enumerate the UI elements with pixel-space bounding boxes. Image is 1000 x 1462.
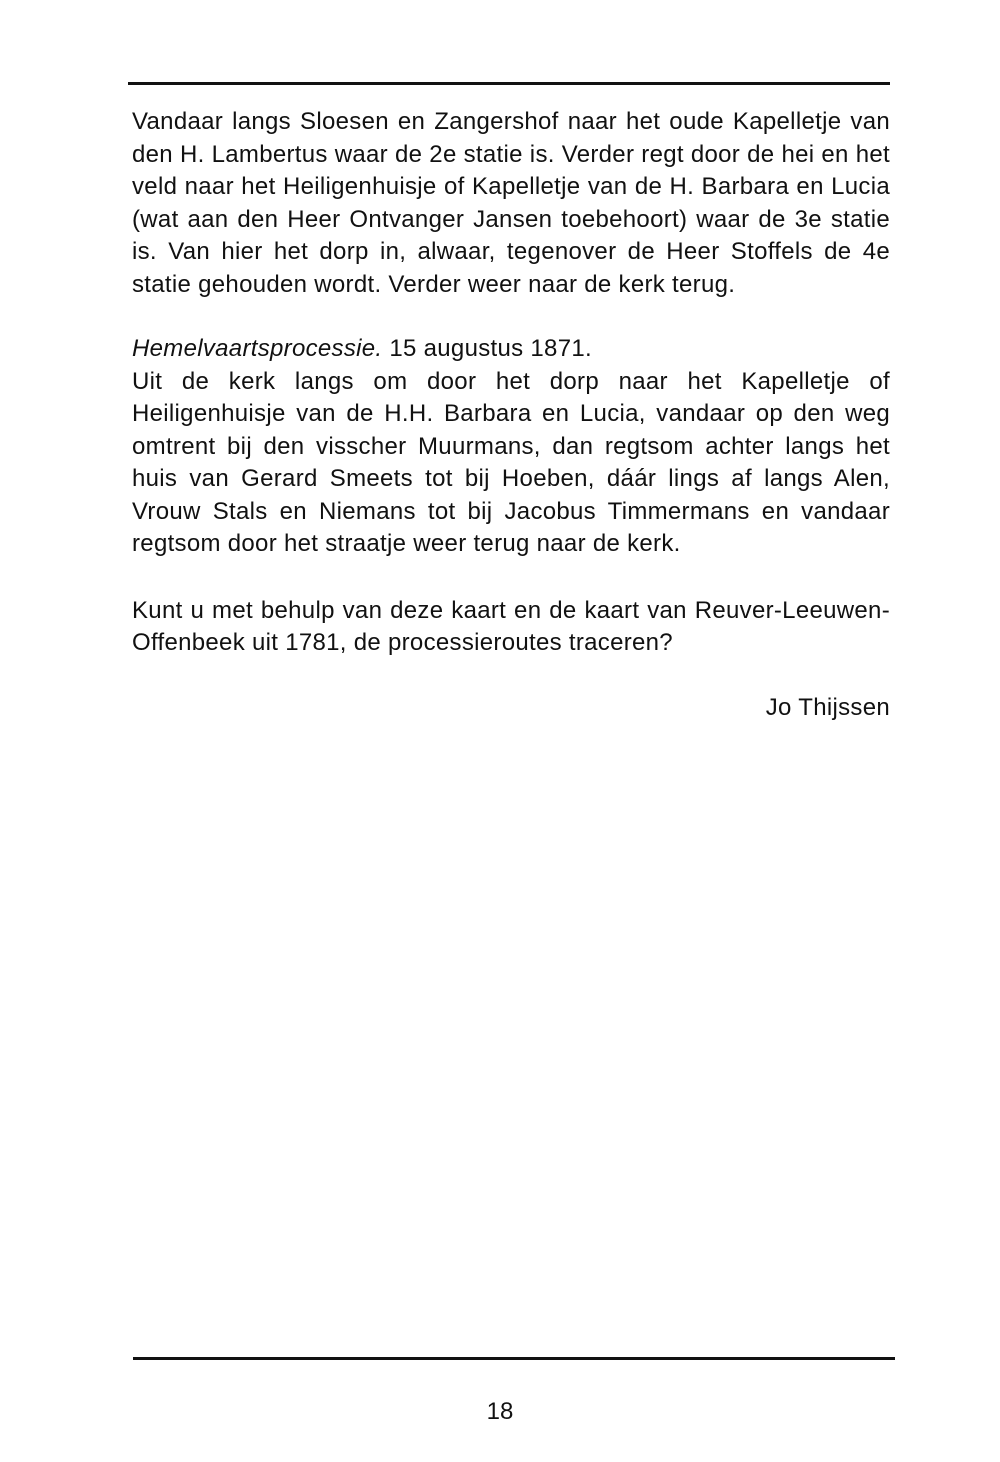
procession-title: Hemelvaartsprocessie. bbox=[132, 335, 383, 362]
paragraph-ascension-procession bbox=[132, 333, 890, 561]
procession-route: Uit de kerk langs om door het dorp naar het Kapelletje of Heiligenhuisje van de H.H. Barbara en Lucia, vandaar op den weg omtrent bij den visscher Muurmans, dan regtsom achter langs het huis van Gerard Smeets tot bij Hoeben, dáár lings af langs Alen, Vrouw Stals en Niemans tot bij Jacobus Timmermans en vandaar regtsom door het straatje weer terug naar de kerk. bbox=[132, 367, 890, 557]
bottom-rule bbox=[133, 1357, 895, 1360]
page-body bbox=[132, 106, 890, 724]
page-number: 18 bbox=[486, 1398, 514, 1425]
paragraph-question: Kunt u met behulp van deze kaart en de kaart van Reuver-Leeuwen-Offenbeek uit 1781, de processieroutes traceren? bbox=[132, 596, 890, 656]
author-signature: Jo Thijssen bbox=[765, 693, 890, 721]
top-rule bbox=[128, 82, 890, 85]
procession-date: 15 augustus 1871. bbox=[382, 335, 592, 362]
paragraph-route-description: Vandaar langs Sloesen en Zangershof naar het oude Kapelletje van den H. Lambertus waar de 2e statie is. Verder regt door de hei en het veld naar het Heiligenhuisje of Kapelletje van de H. Barbara en Lucia (wat aan den Heer Ontvanger Jansen toebehoort) waar de 3e statie is. Van hier het dorp in, alwaar, tegenover de Heer Stoffels de 4e statie gehouden wordt. Verder weer naar de kerk terug. bbox=[132, 108, 890, 298]
